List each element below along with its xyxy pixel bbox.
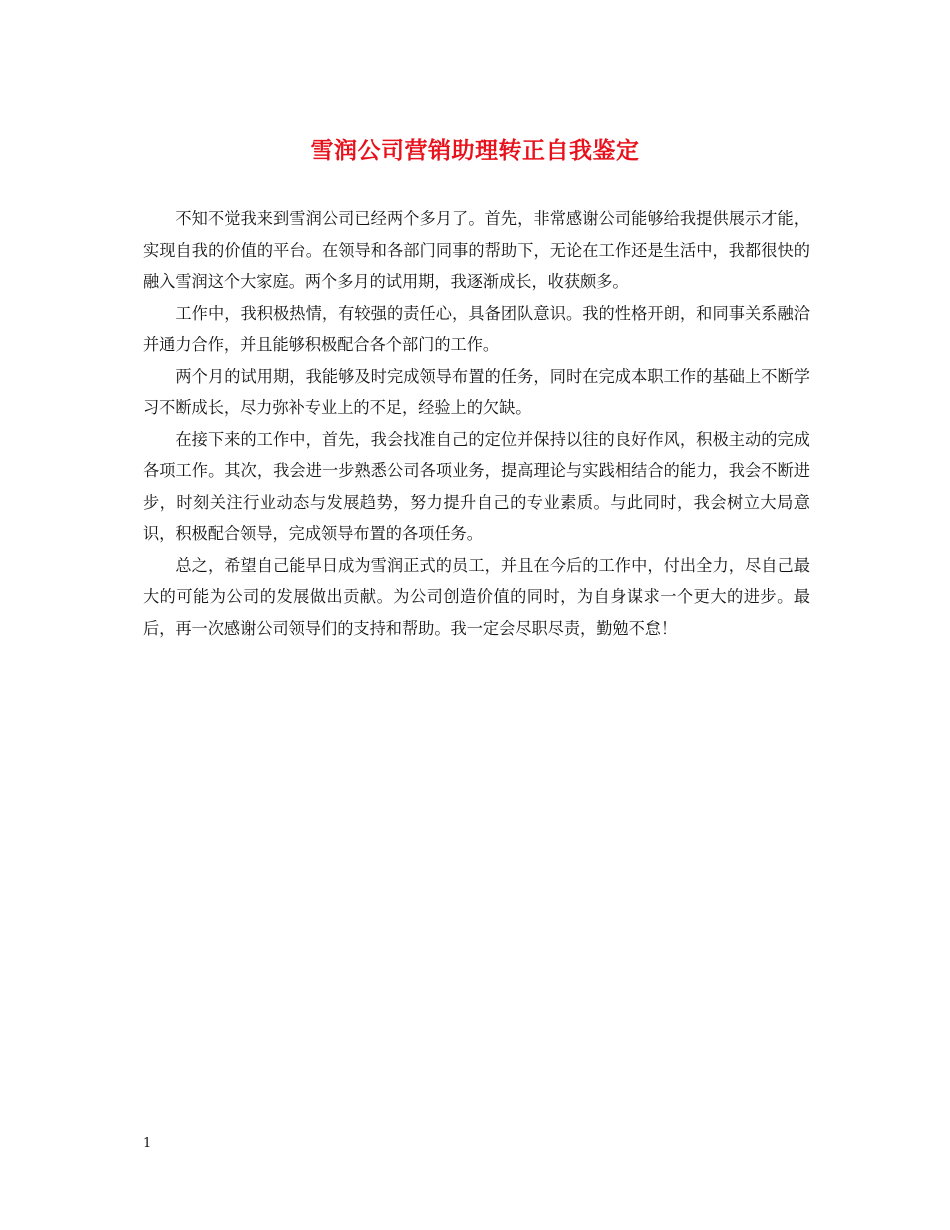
page-number: 1: [143, 1136, 152, 1151]
document-body: [143, 203, 810, 644]
paragraph-3: 两个月的试用期，我能够及时完成领导布置的任务，同时在完成本职工作的基础上不断学习不断成长，尽力弥补专业上的不足，经验上的欠缺。: [143, 366, 810, 417]
document-title: 雪润公司营销助理转正自我鉴定: [310, 137, 640, 164]
paragraph-2: 工作中，我积极热情，有较强的责任心，具备团队意识。我的性格开朗，和同事关系融洽并通力合作，并且能够积极配合各个部门的工作。: [143, 303, 810, 354]
paragraph-1: 不知不觉我来到雪润公司已经两个多月了。首先，非常感谢公司能够给我提供展示才能，实现自我的价值的平台。在领导和各部门同事的帮助下，无论在工作还是生活中，我都很快的融入雪润这个大家庭。两个多月的试用期，我逐渐成长，收获颇多。: [143, 209, 810, 291]
paragraph-5: 总之，希望自己能早日成为雪润正式的员工，并且在今后的工作中，付出全力，尽自己最大的可能为公司的发展做出贡献。为公司创造价值的同时，为自身谋求一个更大的进步。最后，再一次感谢公司领导们的支持和帮助。我一定会尽职尽责，勤勉不怠！: [143, 555, 810, 638]
paragraph-4: 在接下来的工作中，首先，我会找准自己的定位并保持以往的良好作风，积极主动的完成各项工作。其次，我会进一步熟悉公司各项业务，提高理论与实践相结合的能力，我会不断进步，时刻关注行业动态与发展趋势，努力提升自己的专业素质。与此同时，我会树立大局意识，积极配合领导，完成领导布置的各项任务。: [143, 429, 810, 543]
